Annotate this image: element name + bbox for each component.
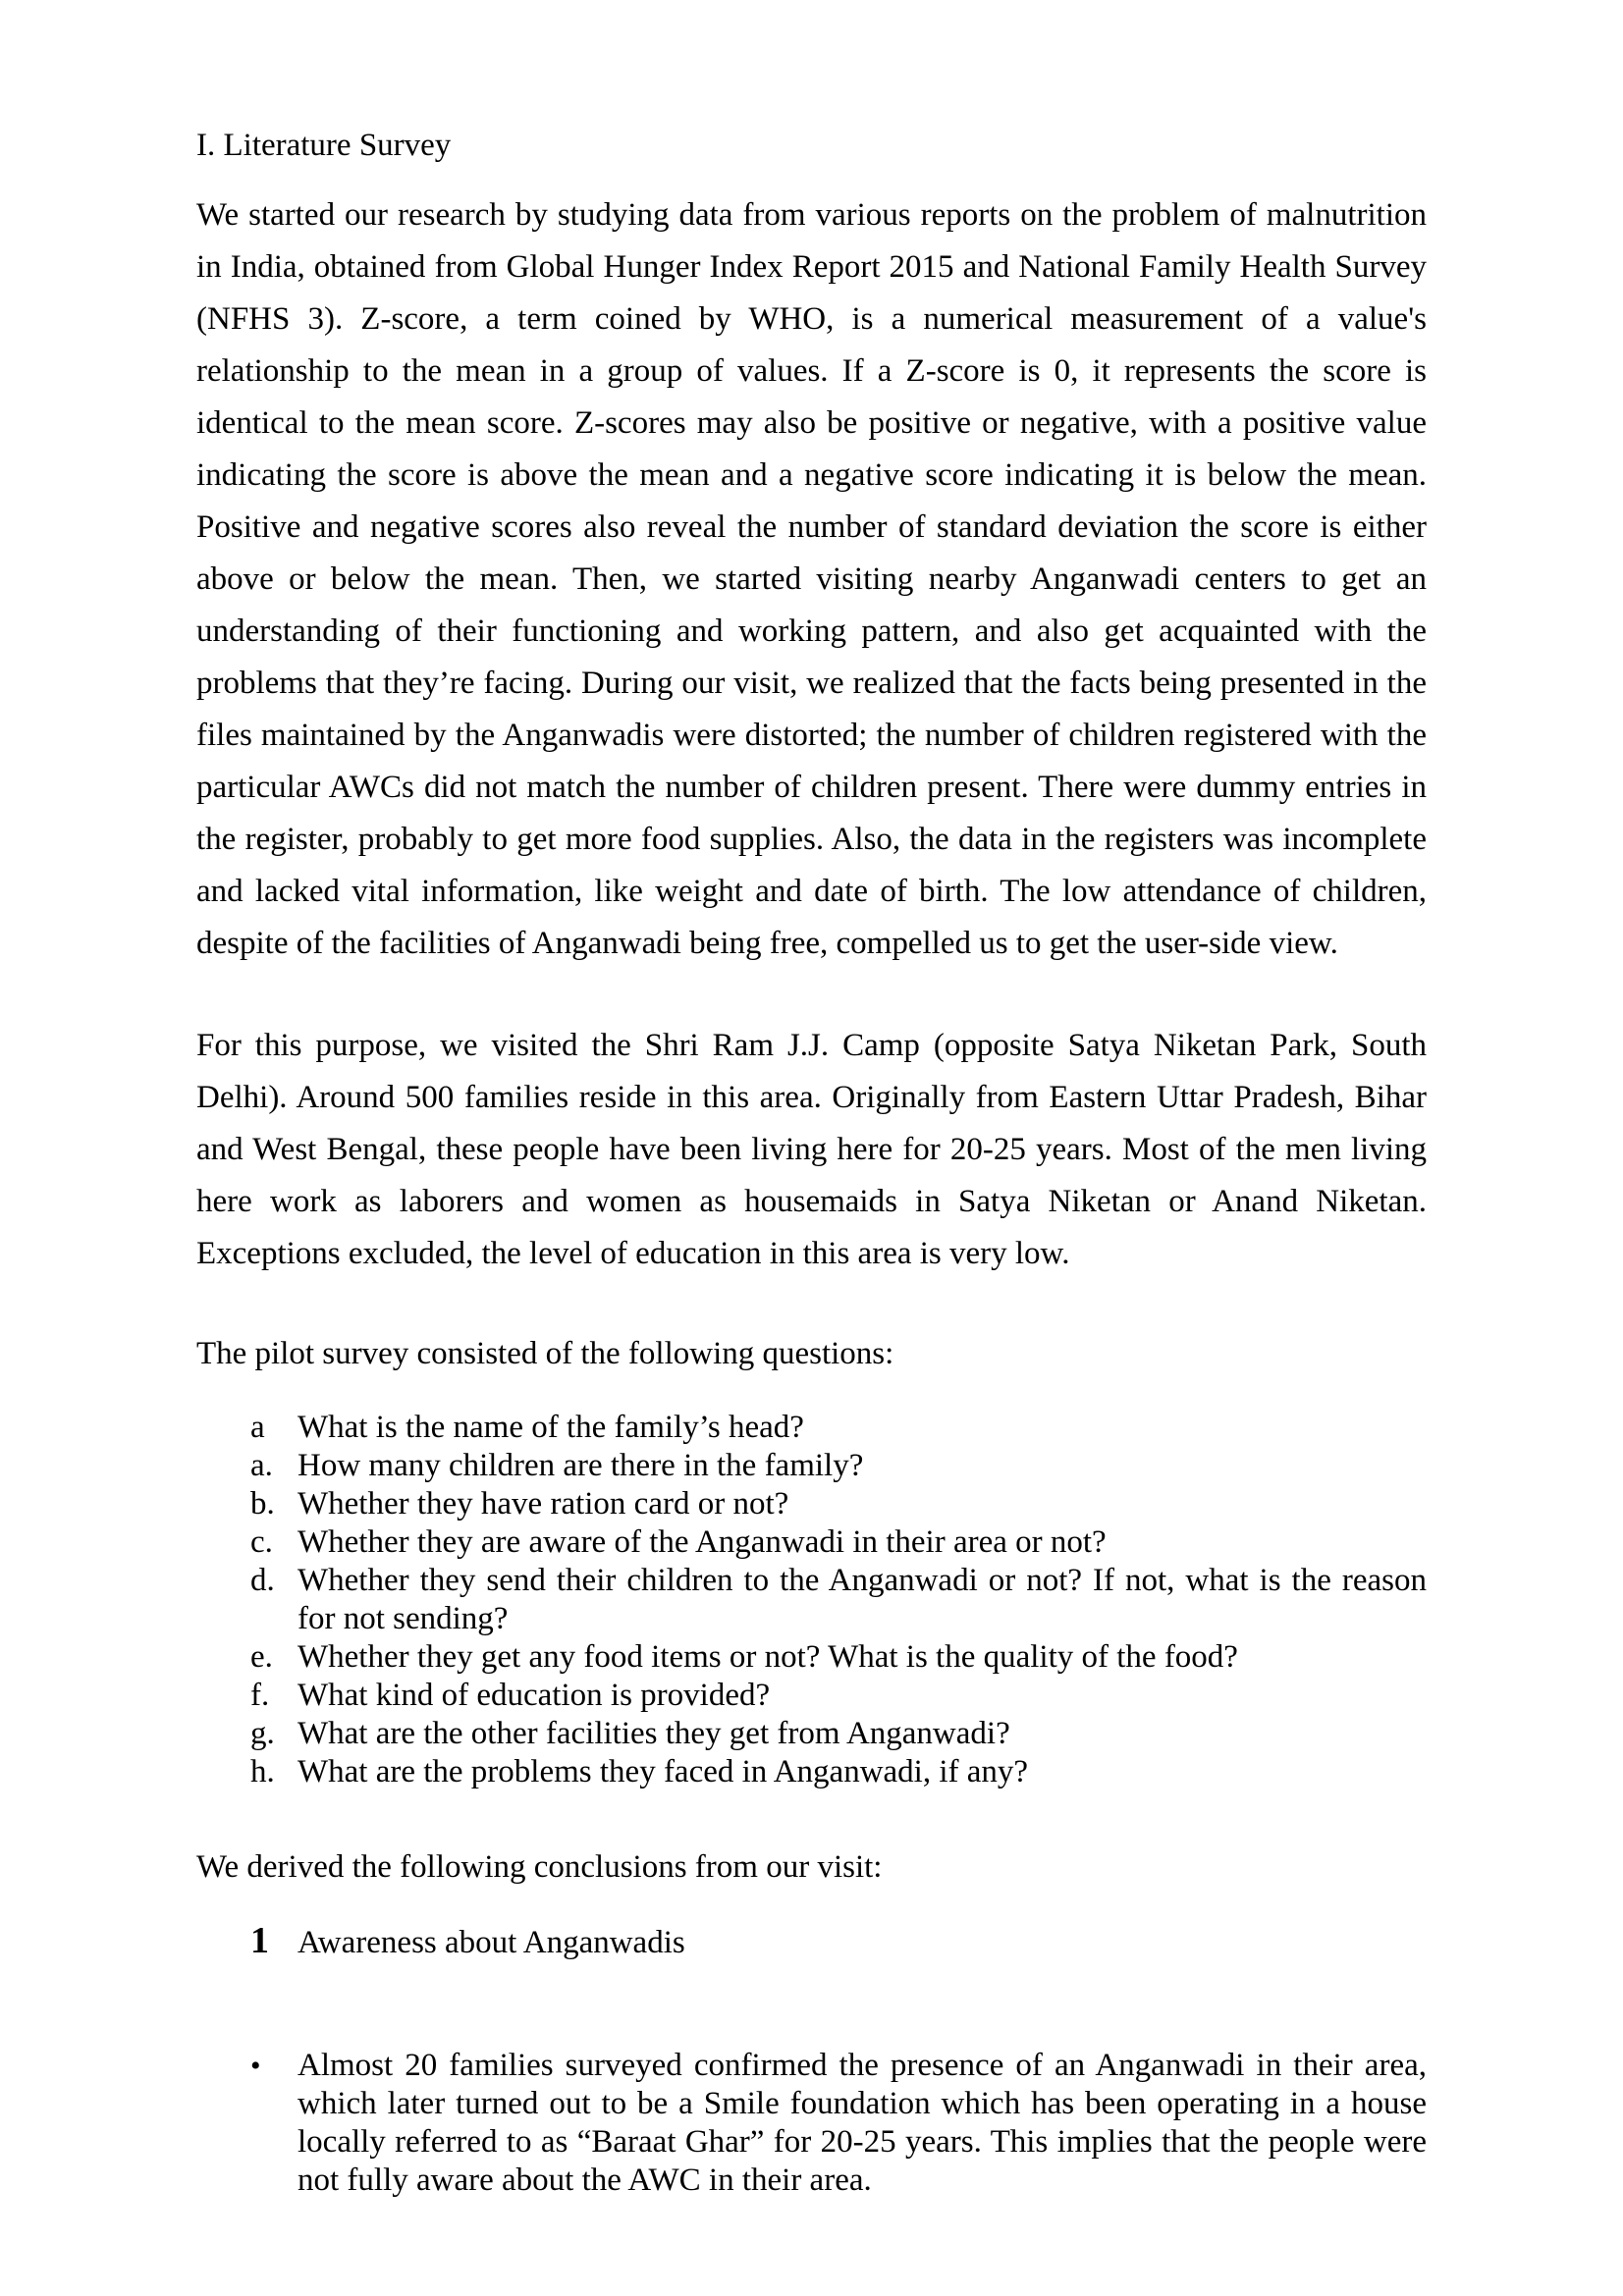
paragraph-literature-survey: We started our research by studying data from various reports on the problem of malnutrition in India, obtained from Global Hunger Index Report 2015 and National Family Health Survey (NFHS 3). Z-score, a term coined by WHO, is a numerical measurement of a value's relationship to the mean in a group of values. If a Z-score is 0, it represents the score is identical to the mean score. Z-scores may also be positive or negative, with a positive value indicating the score is above the mean and a negative score indicating it is below the mean. Positive and negative scores also reveal the number of standard deviation the score is either above or below the mean. Then, we started visiting nearby Anganwadi centers to get an understanding of their functioning and working pattern, and also get acquainted with the problems that they’re facing. During our visit, we realized that the facts being presented in the files maintained by the Anganwadis were distorted; the number of children registered with the particular AWCs did not match the number of children present. There were dummy entries in the register, probably to get more food supplies. Also, the data in the registers was incomplete and lacked vital information, like weight and date of birth. The low attendance of children, despite of the facilities of Anganwadi being free, compelled us to get the user-side view. [196,197,1427,961]
question-marker: a. [250,1448,273,1483]
question-text: Whether they send their children to the Anganwadi or not? If not, what is the reason for not sending? [298,1563,1427,1636]
question-text: What is the name of the family’s head? [298,1410,804,1445]
question-item [196,1753,1427,1791]
question-marker: f. [250,1678,270,1713]
question-marker: e. [250,1639,273,1675]
question-text: What are the other facilities they get from Anganwadi? [298,1716,1010,1751]
conclusion-heading-number: 1 [250,1920,269,1961]
question-marker: b. [250,1486,275,1522]
pilot-survey-question-list [196,1409,1427,1791]
question-marker: d. [250,1563,275,1598]
paragraph-field-visit: For this purpose, we visited the Shri Ram J.J. Camp (opposite Satya Niketan Park, South Delhi). Around 500 families reside in this area. Originally from Eastern Uttar Pradesh, Bihar and West Bengal, these people have been living here for 20-25 years. Most of the men living here work as laborers and women as housemaids in Satya Niketan or Anand Niketan. Exceptions excluded, the level of education in this area is very low. [196,1028,1427,1271]
bullet-icon: • [250,2050,261,2082]
pilot-survey-intro: The pilot survey consisted of the following questions: [196,1336,894,1371]
question-item [196,1638,1427,1677]
question-text: Whether they have ration card or not? [298,1486,789,1522]
question-text: How many children are there in the family? [298,1448,864,1483]
question-text: Whether they are aware of the Anganwadi in their area or not? [298,1524,1107,1560]
conclusion-heading [196,1915,1427,1969]
question-marker: a [250,1410,265,1445]
question-item [196,1562,1427,1638]
conclusion-bullet-list [196,2047,1427,2200]
bullet-text: Almost 20 families surveyed confirmed the presence of an Anganwadi in their area, which later turned out to be a Smile foundation which has been operating in a house locally referred to as “Baraat Ghar” for 20-25 years. This implies that the people were not fully aware about the AWC in their area. [298,2048,1427,2198]
question-marker: c. [250,1524,273,1560]
question-marker: h. [250,1754,275,1789]
bullet-item [196,2047,1427,2200]
question-item [196,1677,1427,1715]
question-text: Whether they get any food items or not? What is the quality of the food? [298,1639,1238,1675]
section-title: I. Literature Survey [196,128,452,163]
conclusions-intro: We derived the following conclusions from our visit: [196,1849,883,1885]
question-text: What are the problems they faced in Anganwadi, if any? [298,1754,1029,1789]
question-text: What kind of education is provided? [298,1678,771,1713]
question-item [196,1523,1427,1562]
question-item [196,1715,1427,1753]
question-item [196,1447,1427,1485]
question-item [196,1409,1427,1447]
conclusion-heading-text: Awareness about Anganwadis [298,1925,685,1960]
question-marker: g. [250,1716,275,1751]
question-item [196,1485,1427,1523]
